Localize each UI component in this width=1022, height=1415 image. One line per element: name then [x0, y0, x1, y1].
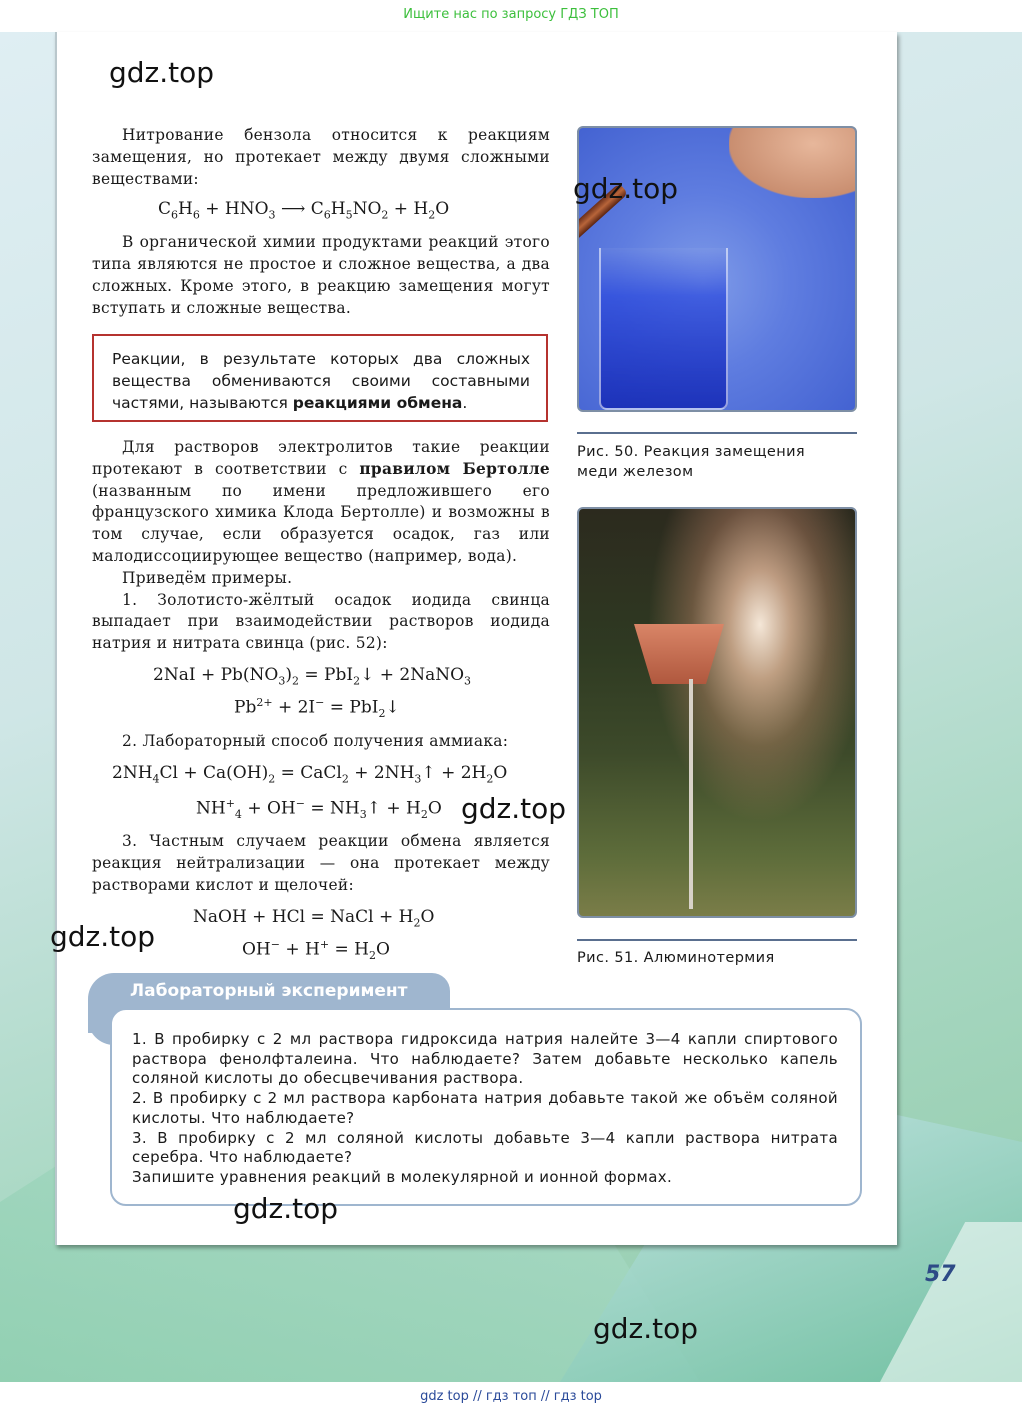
watermark: gdz.top [593, 1312, 699, 1345]
organic-text [92, 231, 550, 319]
watermark: gdz.top [50, 920, 156, 953]
figure-50-photo [577, 126, 857, 412]
paragraph-examples: Приведём примеры. [122, 568, 293, 587]
lab-item: 1. В пробирку с 2 мл раствора гидроксида натрия налейте 3—4 капли спиртового раствора фенолфталеина. Что наблюдаете? Затем добавьте несколько капель соляной кислоты до обесцвечивания раствора. [132, 1030, 838, 1088]
equation-ammonia-ionic: $NH^+_4 + OH^-$ = $NH_3↑ + H_2O$ [196, 797, 442, 822]
hand-image [729, 126, 857, 198]
watermark: gdz.top [461, 792, 567, 825]
paragraph-example-3: 3. Частным случаем реакции обмена является реакция нейтрализации — она протекает между растворами кислот и щелочей: [92, 832, 550, 894]
watermark: gdz.top [233, 1192, 339, 1225]
caption-divider [577, 939, 857, 941]
definition-text: Реакции, в результате которых два сложных вещества обмениваются своими составными частями, называются реакциями обмена. [112, 350, 530, 412]
paragraph-example-2: 2. Лабораторный способ получения аммиака: [122, 732, 509, 750]
equation-neutralization-ionic: $OH^- + H^+ = H_2O$ [242, 938, 390, 963]
paragraph-organic: В органической химии продуктами реакций этого типа являются не простое и сложное вещества, а два сложных. Кроме этого, в реакцию замещения могут вступать и сложные вещества. [92, 233, 550, 317]
equation-lead-iodide: $2NaI + Pb(NO_3)_2$ = PbI$_2$↓ + 2NaNO$_3$ [153, 665, 472, 688]
lab-experiment-title: Лабораторный эксперимент [130, 981, 408, 1001]
top-banner: Ищите нас по запросу ГДЗ ТОП [0, 0, 1022, 32]
definition-box [92, 334, 548, 422]
equation-ammonia: $2NH_4Cl + Ca(OH)_2$ = CaCl$_2$ + $2NH_3↑ + 2H_2O$ [112, 763, 508, 786]
watermark: gdz.top [573, 172, 679, 205]
equation-nitration: $C_6H_6 + HNO_3$ ⟶ $C_6H_5NO_2 + H_2O$ [158, 199, 450, 222]
intro-text [92, 124, 550, 190]
lab-experiment-box [110, 1008, 862, 1206]
ammonia-text [92, 730, 550, 752]
equation-neutralization: NaOH + HCl = NaCl + $H_2O$ [193, 907, 435, 930]
lab-item: Запишите уравнения реакций в молекулярной и ионной формах. [132, 1167, 673, 1186]
caption-divider [577, 432, 857, 434]
berthollet-text [92, 437, 550, 655]
bottom-banner: gdz top // гдз топ // гдз top [0, 1382, 1022, 1415]
paragraph-berthollet: Для растворов электролитов такие реакции протекают в соответствии с правилом Бертолле (названным по имени предложившего его французского химика Клода Бертолле) и возможны в том случае, если образуется осадок, газ или малодиссоциирующее вещество (например, вода). [92, 438, 550, 565]
figure-51-caption: Рис. 51. Алюминотермия [577, 950, 775, 966]
lab-item: 3. В пробирку с 2 мл соляной кислоты добавьте 3—4 капли раствора нитрата серебра. Что наблюдаете? [132, 1128, 838, 1167]
paragraph-example-1: 1. Золотисто-жёлтый осадок иодида свинца выпадает при взаимодействии растворов иодида натрия и нитрата свинца (рис. 52): [92, 590, 550, 653]
lab-item: 2. В пробирку с 2 мл раствора карбоната натрия добавьте такой же объём соляной кислоты. Что наблюдаете? [132, 1089, 838, 1127]
neutralization-text [92, 830, 550, 896]
stand-image [689, 679, 693, 909]
paragraph-nitration: Нитрование бензола относится к реакциям замещения, но протекает между двумя сложными веществами: [92, 126, 550, 188]
page-number: 57 [925, 1262, 956, 1287]
equation-lead-iodide-ionic: $Pb^{2+} + 2I^-$ = PbI$_2$↓ [234, 696, 400, 721]
watermark: gdz.top [109, 56, 215, 89]
figure-51-photo [577, 507, 857, 918]
beaker-image [599, 248, 728, 410]
figure-50-caption: Рис. 50. Реакция замещения меди железом [577, 444, 806, 480]
